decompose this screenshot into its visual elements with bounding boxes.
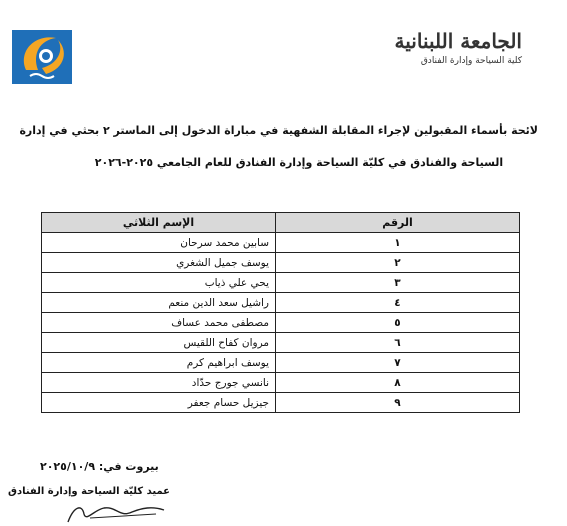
row-number: ٩ [276, 393, 520, 413]
row-number: ١ [276, 233, 520, 253]
table-row [42, 393, 520, 413]
table-row [42, 273, 520, 293]
row-number: ٤ [276, 293, 520, 313]
table-row [42, 293, 520, 313]
table-row [42, 333, 520, 353]
row-number: ٢ [276, 253, 520, 273]
row-name: راشيل سعد الدين منعم [42, 293, 276, 313]
name-column-header: الإسم الثلاثي [42, 213, 276, 233]
row-number: ٧ [276, 353, 520, 373]
date-line: بيروت في: ٢٠٢٥/١٠/٩ [40, 460, 159, 473]
faculty-logo [12, 30, 72, 84]
row-name: مروان كفاح اللقيس [42, 333, 276, 353]
document-title-line-1: لائحة بأسماء المقبولين لإجراء المقابلة الشفهية في مباراة الدخول إلى الماستر ٢ بحثي في إدارة [19, 124, 538, 137]
document-title-line-2: السياحة والفنادق في كليّة السياحة وإدارة الفنادق للعام الجامعي ٢٠٢٥-٢٠٢٦ [94, 156, 504, 169]
number-column-header: الرقم [276, 213, 520, 233]
table-row [42, 373, 520, 393]
row-name: يوسف جميل الشغري [42, 253, 276, 273]
row-name: جيزيل حسام جعفر [42, 393, 276, 413]
row-number: ٦ [276, 333, 520, 353]
row-name: نانسي جورج حدّاد [42, 373, 276, 393]
row-name: يوسف ابراهيم كرم [42, 353, 276, 373]
row-number: ٨ [276, 373, 520, 393]
table-row [42, 313, 520, 333]
signatory-title: عميد كليّة السياحة وإدارة الفنادق [8, 486, 170, 497]
row-number: ٥ [276, 313, 520, 333]
university-name: الجامعة اللبنانية [394, 29, 522, 53]
table-row [42, 353, 520, 373]
faculty-name: كلية السياحة وإدارة الفنادق [420, 56, 522, 66]
row-name: سابين محمد سرحان [42, 233, 276, 253]
row-number: ٣ [276, 273, 520, 293]
table-header-row [42, 213, 520, 233]
table-row [42, 253, 520, 273]
row-name: مصطفى محمد عساف [42, 313, 276, 333]
candidates-table [41, 212, 520, 413]
university-header [352, 28, 522, 66]
row-name: يحي علي ذياب [42, 273, 276, 293]
table-row [42, 233, 520, 253]
handwritten-signature [60, 500, 170, 526]
